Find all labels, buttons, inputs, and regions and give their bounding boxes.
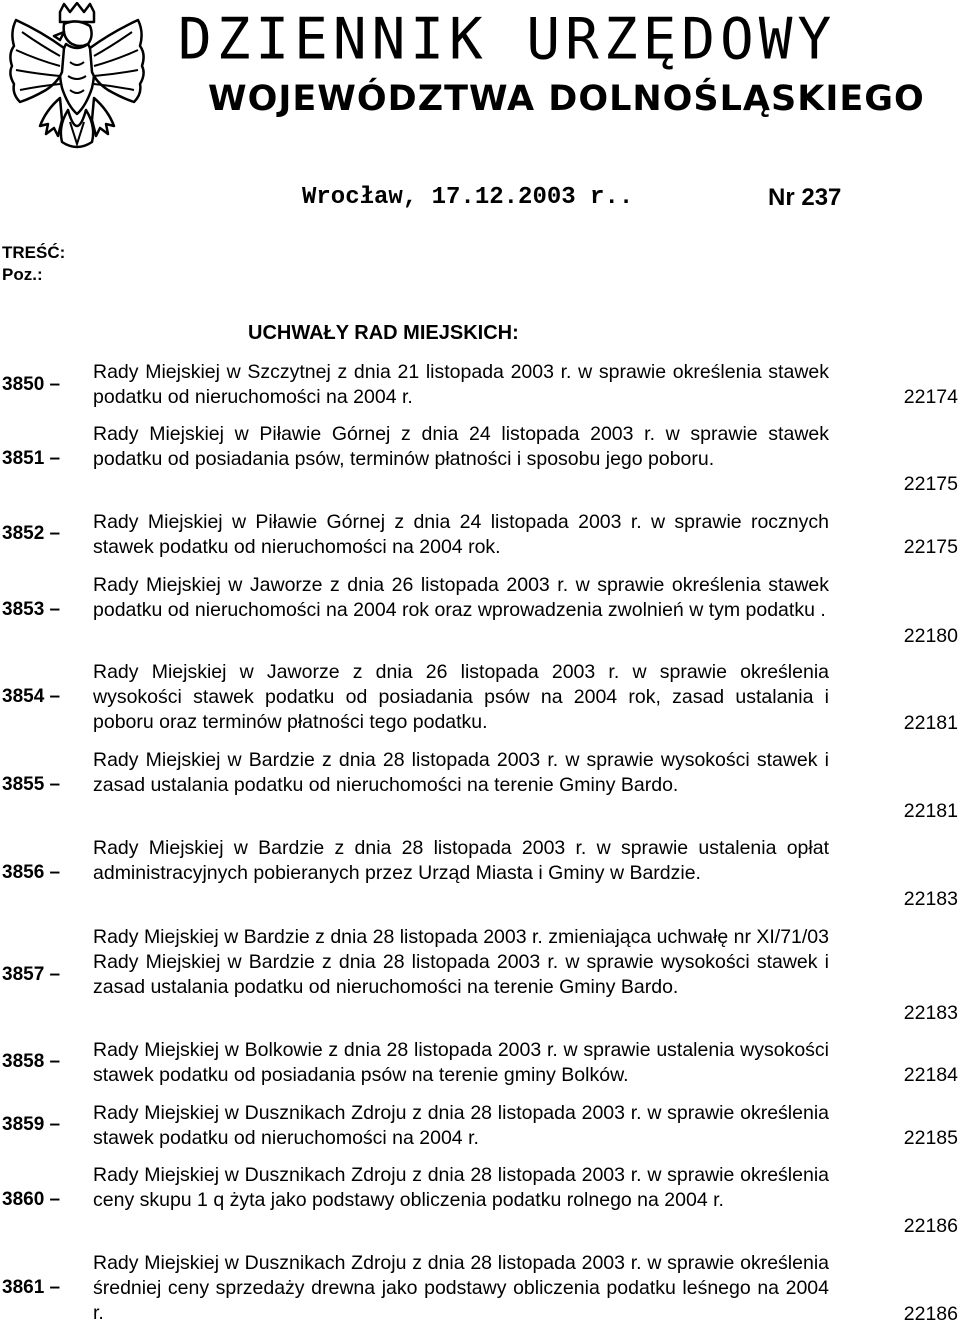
entry-text: Rady Miejskiej w Piławie Górnej z dnia 24 listopada 2003 r. w sprawie stawek podatku od posiadania psów, terminów płatności i sposobu jego poboru. xyxy=(93,423,829,470)
entry-number: 3850 – xyxy=(2,374,61,395)
entry-text: Rady Miejskiej w Bolkowie z dnia 28 listopada 2003 r. w sprawie ustalenia wysokości stawek podatku od posiadania psów na terenie gminy Bolków. xyxy=(93,1039,829,1086)
entry-number: 3861 – xyxy=(2,1277,61,1298)
dateline: Wrocław, 17.12.2003 r.. xyxy=(302,184,634,211)
polish-eagle-icon xyxy=(2,2,152,152)
entry-page: 22180 xyxy=(903,625,958,647)
entry-page: 22183 xyxy=(903,888,958,910)
publication-subtitle: WOJEWÓDZTWA DOLNOŚLĄSKIEGO xyxy=(208,79,925,119)
entry-text: Rady Miejskiej w Jaworze z dnia 26 listopada 2003 r. w sprawie określenia wysokości stawek podatku od posiadania psów na 2004 rok, zasad ustalania i poboru oraz terminów płatności tego podatku. xyxy=(93,661,829,733)
entry-page: 22185 xyxy=(903,1127,958,1149)
entry-page: 22184 xyxy=(903,1064,958,1086)
entry-number: 3854 – xyxy=(2,686,61,707)
masthead xyxy=(0,0,960,160)
publication-title: DZIENNIK URZĘDOWY xyxy=(178,6,837,73)
entry-number: 3860 – xyxy=(2,1189,61,1210)
entry-text: Rady Miejskiej w Bardzie z dnia 28 listopada 2003 r. w sprawie ustalenia opłat administracyjnych pobieranych przez Urząd Miasta i Gminy w Bardzie. xyxy=(93,837,829,884)
entry-page: 22181 xyxy=(903,712,958,734)
entry-number: 3853 – xyxy=(2,599,61,620)
entry-text: Rady Miejskiej w Bardzie z dnia 28 listopada 2003 r. w sprawie wysokości stawek i zasad ustalania podatku od nieruchomości na terenie Gminy Bardo. xyxy=(93,749,829,796)
entry-number: 3851 – xyxy=(2,448,61,469)
entry-page: 22183 xyxy=(903,1002,958,1024)
entry-page: 22186 xyxy=(903,1215,958,1237)
entry-text: Rady Miejskiej w Szczytnej z dnia 21 listopada 2003 r. w sprawie określenia stawek podatku od nieruchomości na 2004 r. xyxy=(93,361,829,408)
entry-number: 3857 – xyxy=(2,964,61,985)
entry-number: 3858 – xyxy=(2,1051,61,1072)
entry-number: 3852 – xyxy=(2,523,61,544)
entry-text: Rady Miejskiej w Bardzie z dnia 28 listopada 2003 r. zmieniająca uchwałę nr XI/71/03 Rady Miejskiej w Bardzie z dnia 28 listopada 2003 r. w sprawie wysokości stawek i zasad ustalania podatku od nieruchomości na terenie Gminy Bardo. xyxy=(93,926,829,998)
entry-text: Rady Miejskiej w Dusznikach Zdroju z dnia 28 listopada 2003 r. w sprawie określenia średniej ceny sprzedaży drewna jako podstawy obliczenia podatku leśnego na 2004 r. xyxy=(93,1252,829,1324)
issue-number: Nr 237 xyxy=(768,184,842,211)
position-label: Poz.: xyxy=(2,265,43,284)
entry-page: 22175 xyxy=(903,473,958,495)
entry-page: 22181 xyxy=(903,800,958,822)
contents-label: TREŚĆ: xyxy=(2,243,66,262)
entry-page: 22175 xyxy=(903,536,958,558)
section-heading: UCHWAŁY RAD MIEJSKICH: xyxy=(248,322,519,344)
entry-text: Rady Miejskiej w Piławie Górnej z dnia 24 listopada 2003 r. w sprawie rocznych stawek podatku od nieruchomości na 2004 rok. xyxy=(93,511,829,558)
entry-text: Rady Miejskiej w Dusznikach Zdroju z dnia 28 listopada 2003 r. w sprawie określenia ceny skupu 1 q żyta jako podstawy obliczenia podatku rolnego na 2004 r. xyxy=(93,1164,829,1211)
entry-number: 3856 – xyxy=(2,862,61,883)
entry-page: 22174 xyxy=(903,386,958,408)
entry-page: 22186 xyxy=(903,1303,958,1325)
entry-text: Rady Miejskiej w Dusznikach Zdroju z dnia 28 listopada 2003 r. w sprawie określenia stawek podatku od nieruchomości na 2004 r. xyxy=(93,1102,829,1149)
entry-number: 3855 – xyxy=(2,774,61,795)
entry-text: Rady Miejskiej w Jaworze z dnia 26 listopada 2003 r. w sprawie określenia stawek podatku od nieruchomości na 2004 rok oraz wprowadzenia zwolnień w tym podatku . xyxy=(93,574,829,621)
entry-number: 3859 – xyxy=(2,1114,61,1135)
contents-header xyxy=(2,242,65,286)
